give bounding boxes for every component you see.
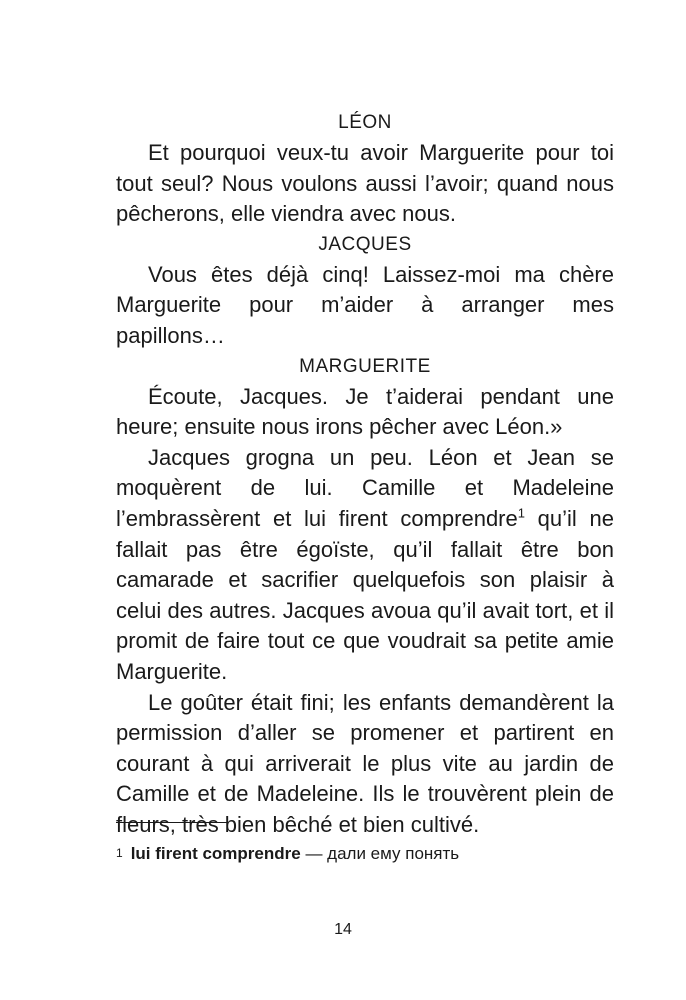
- speaker-marguerite: MARGUERITE: [299, 355, 431, 377]
- footnote-translation: дали ему понять: [327, 844, 460, 863]
- speaker-jacques: JACQUES: [318, 233, 412, 255]
- footnote-number: 1: [116, 846, 123, 860]
- footnote-term: lui firent comprendre: [130, 844, 301, 863]
- footnote: [116, 842, 459, 865]
- leon-line: Et pourquoi veux-tu avoir Marguerite pour toi tout seul? Nous voulons aussi l’avoir; quand nous pêcherons, elle viendra avec nous.: [116, 140, 614, 227]
- page-body: [116, 108, 614, 840]
- speaker-leon: LÉON: [338, 112, 392, 133]
- footnote-dash: —: [300, 844, 328, 863]
- narration-text-b: qu’il ne fallait pas être égoïste, qu’il fallait être bon camarade et sacrifier quelquefois son plaisir à celui des autres. Jacques avoua qu’il avait tort, et il promit de faire tout ce que voudrait sa petite amie Marguerite.: [116, 505, 614, 684]
- narration-paragraph-2: Le goûter était fini; les enfants demandèrent la permission d’aller se promener et partirent en courant à qui arriverait le plus vite au jardin de Camille et de Madeleine. Ils le trouvèrent plein de fleurs, très bien bêché et bien cultivé.: [116, 689, 614, 837]
- footnote-reference: 1: [517, 505, 525, 521]
- narration-text-a: Jacques grogna un peu. Léon et Jean se moquèrent de lui. Camille et Madeleine l’embrassèrent et lui firent comprendre: [116, 444, 614, 531]
- jacques-line: Vous êtes déjà cinq! Laissez-moi ma chère Marguerite pour m’aider à arranger mes papillons…: [116, 261, 614, 348]
- footnote-divider: [116, 822, 228, 823]
- page-number: 14: [334, 921, 352, 938]
- narration-paragraph-1: [116, 443, 614, 688]
- marguerite-line: Écoute, Jacques. Je t’aiderai pendant une heure; ensuite nous irons pêcher avec Léon.»: [116, 383, 614, 440]
